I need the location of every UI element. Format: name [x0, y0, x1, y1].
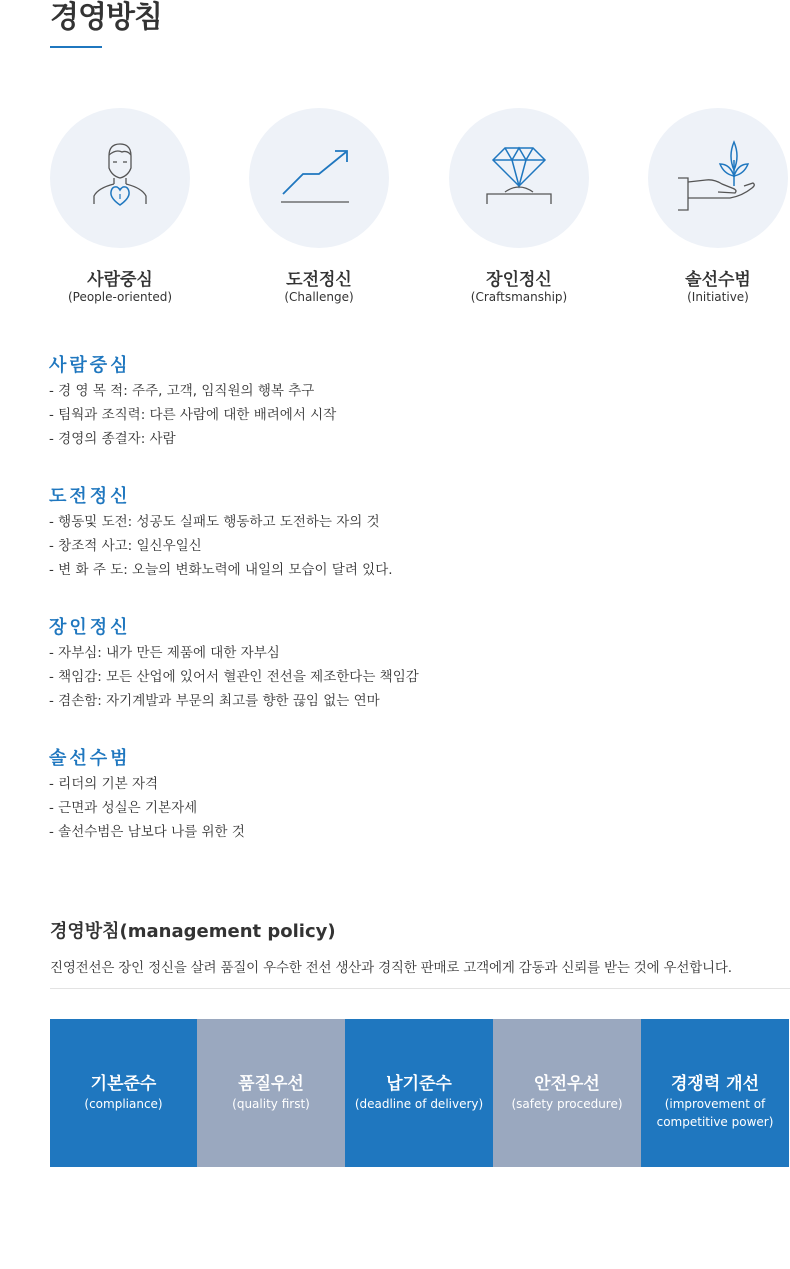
policy-box-compliance: [50, 1019, 197, 1167]
title-underline: [50, 46, 102, 48]
list-item: - 행동및 도전: 성공도 실패도 행동하고 도전하는 자의 것: [49, 514, 380, 530]
policy-box-name: 품질우선: [238, 1074, 304, 1094]
policy-box-name: 경쟁력 개선: [670, 1074, 760, 1094]
value-name: 사람중심: [87, 270, 153, 290]
value-name: 도전정신: [286, 270, 352, 290]
section-people-oriented: [49, 353, 769, 451]
list-item: - 책임감: 모든 산업에 있어서 혈관인 전선을 제조한다는 책임감: [49, 669, 419, 685]
policy-box-name: 기본준수: [90, 1074, 157, 1094]
policy-box-english: (safety procedure): [511, 1097, 623, 1111]
value-circle: [449, 108, 589, 248]
section-title: 도전정신: [49, 486, 131, 507]
value-circle: [249, 108, 389, 248]
person-heart-icon: [50, 108, 190, 248]
list-item: - 근면과 성실은 기본자세: [49, 800, 198, 816]
policy-box-english: (compliance): [84, 1097, 163, 1111]
section-challenge: [49, 484, 769, 582]
hand-sprout-icon: [648, 108, 788, 248]
divider: [50, 988, 790, 989]
list-item: - 겸손함: 자기계발과 부문의 최고를 향한 끊임 없는 연마: [49, 693, 380, 709]
value-english-name: (Initiative): [687, 290, 749, 304]
policy-title: 경영방침(management policy): [50, 921, 336, 942]
policy-box-delivery: [345, 1019, 493, 1167]
policy-box-english: (quality first): [232, 1097, 310, 1111]
policy-box-name: 납기준수: [386, 1074, 452, 1094]
policy-box-english: (improvement of competitive power): [656, 1097, 774, 1129]
policy-box-english: (deadline of delivery): [354, 1097, 484, 1111]
value-craftsmanship: [439, 108, 599, 308]
value-initiative: [638, 108, 790, 308]
policy-box-safety: [493, 1019, 641, 1167]
list-item: - 변 화 주 도: 오늘의 변화노력에 내일의 모습이 달려 있다.: [49, 562, 393, 578]
policy-description: 진영전선은 장인 정신을 살려 품질이 우수한 전선 생산과 경직한 판매로 고객에게 감동과 신뢰를 받는 것에 우선합니다.: [50, 960, 732, 976]
value-circle: [50, 108, 190, 248]
value-name: 솔선수범: [685, 270, 751, 290]
value-people-oriented: [40, 108, 200, 308]
list-item: - 자부심: 내가 만든 제품에 대한 자부심: [49, 645, 280, 661]
diamond-icon: [449, 108, 589, 248]
rising-arrow-icon: [249, 108, 389, 248]
policy-box-name: 안전우선: [534, 1074, 600, 1094]
section-title: 사람중심: [49, 355, 131, 376]
value-challenge: [239, 108, 399, 308]
list-item: - 경영의 종결자: 사람: [49, 431, 176, 447]
policy-box-quality-first: [197, 1019, 345, 1167]
value-circle: [648, 108, 788, 248]
list-item: - 솔선수범은 남보다 나를 위한 것: [49, 824, 245, 840]
list-item: - 경 영 목 적: 주주, 고객, 임직원의 행복 추구: [49, 383, 315, 399]
value-english-name: (People-oriented): [67, 290, 173, 304]
list-item: - 리더의 기본 자격: [49, 776, 159, 792]
section-title: 솔선수범: [49, 748, 131, 769]
value-english-name: (Challenge): [284, 290, 354, 304]
policy-box-competitiveness: [641, 1019, 789, 1167]
section-title: 장인정신: [49, 617, 131, 638]
section-craftsmanship: [49, 615, 769, 713]
list-item: - 팀웍과 조직력: 다른 사람에 대한 배려에서 시작: [49, 407, 337, 423]
list-item: - 창조적 사고: 일신우일신: [49, 538, 202, 554]
page-title: 경영방침: [50, 0, 162, 35]
value-english-name: (Craftsmanship): [470, 290, 568, 304]
value-name: 장인정신: [486, 270, 552, 290]
section-initiative: [49, 746, 769, 844]
